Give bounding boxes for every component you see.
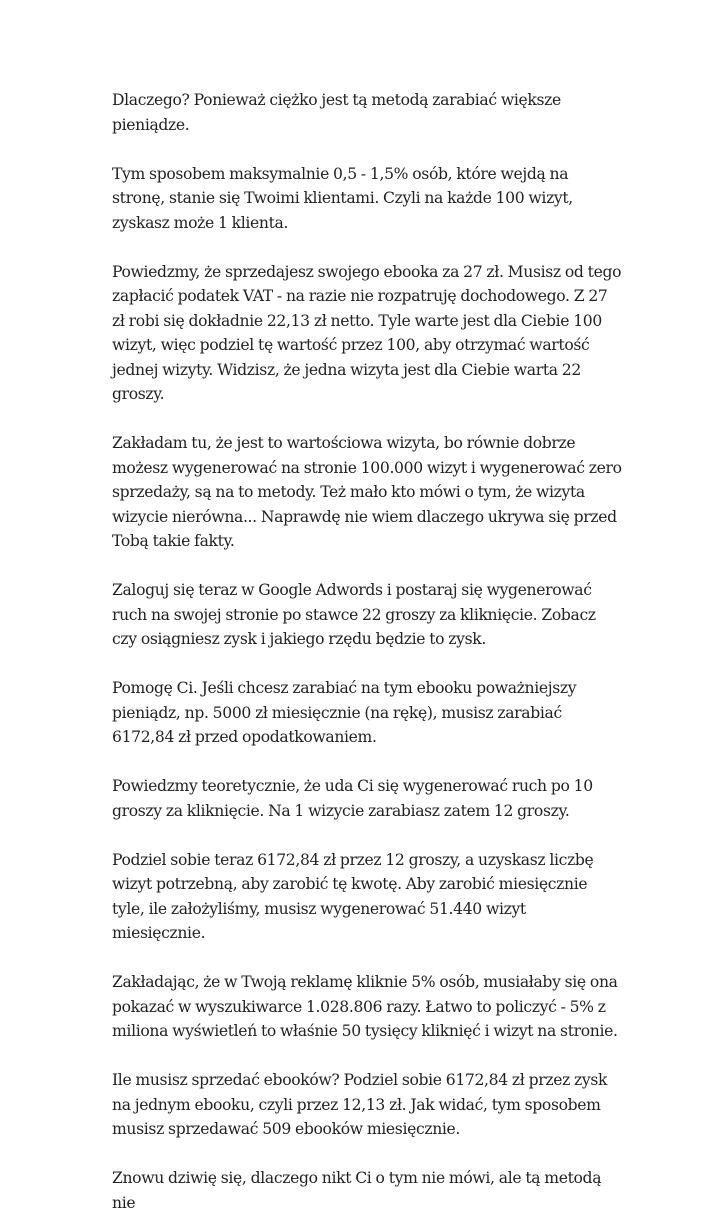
paragraph-7: Powiedzmy teoretycznie, że uda Ci się wygenerować ruch po 10 groszy za kliknięcie. Na 1 wizycie zarabiasz zatem 12 groszy. bbox=[112, 777, 593, 820]
paragraph-8: Podziel sobie teraz 6172,84 zł przez 12 groszy, a uzyskasz liczbę wizyt potrzebną, aby zarobić tę kwotę. Aby zarobić miesięcznie tyle, ile założyliśmy, musisz wygenerować 51.440 wizyt miesięcznie. bbox=[112, 850, 594, 942]
paragraph-3: Powiedzmy, że sprzedajesz swojego ebooka za 27 zł. Musisz od tego zapłacić podatek VAT - na razie nie rozpatruję dochodowego. Z 27 zł robi się dokładnie 22,13 zł netto. Tyle warte jest dla Ciebie 100 wizyt, więc podziel tę wartość przez 100, aby otrzymać wartość jednej wizyty. Widzisz, że jedna wizyta jest dla Ciebie warta 22 groszy. bbox=[112, 262, 622, 403]
paragraph-10: Ile musisz sprzedać ebooków? Podziel sobie 6172,84 zł przez zysk na jednym ebooku, czyli przez 12,13 zł. Jak widać, tym sposobem musisz sprzedawać 509 ebooków miesięcznie. bbox=[112, 1071, 608, 1138]
document-page bbox=[112, 88, 622, 1215]
paragraph-2: Tym sposobem maksymalnie 0,5 - 1,5% osób, które wejdą na stronę, stanie się Twoimi klientami. Czyli na każde 100 wizyt, zyskasz może 1 klienta. bbox=[112, 164, 573, 232]
paragraph-1: Dlaczego? Ponieważ ciężko jest tą metodą zarabiać większe pieniądze. bbox=[112, 91, 561, 134]
paragraph-6: Pomogę Ci. Jeśli chcesz zarabiać na tym ebooku poważniejszy pieniądz, np. 5000 zł miesięcznie (na rękę), musisz zarabiać 6172,84 zł przed opodatkowaniem. bbox=[112, 679, 577, 746]
paragraph-11: Znowu dziwię się, dlaczego nikt Ci o tym nie mówi, ale tą metodą nie bbox=[112, 1169, 602, 1212]
paragraph-4: Zakładam tu, że jest to wartościowa wizyta, bo równie dobrze możesz wygenerować na stronie 100.000 wizyt i wygenerować zero sprzedaży, są na to metody. Też mało kto mówi o tym, że wizyta wizycie nierówna... Naprawdę nie wiem dlaczego ukrywa się przed Tobą takie fakty. bbox=[112, 434, 622, 550]
paragraph-9: Zakładając, że w Twoją reklamę kliknie 5% osób, musiałaby się ona pokazać w wyszukiwarce 1.028.806 razy. Łatwo to policzyć - 5% z miliona wyświetleń to właśnie 50 tysięcy kliknięć i wizyt na stronie. bbox=[112, 973, 618, 1040]
paragraph-5: Zaloguj się teraz w Google Adwords i postaraj się wygenerować ruch na swojej stronie po stawce 22 groszy za kliknięcie. Zobacz czy osiągniesz zysk i jakiego rzędu będzie to zysk. bbox=[112, 581, 596, 648]
